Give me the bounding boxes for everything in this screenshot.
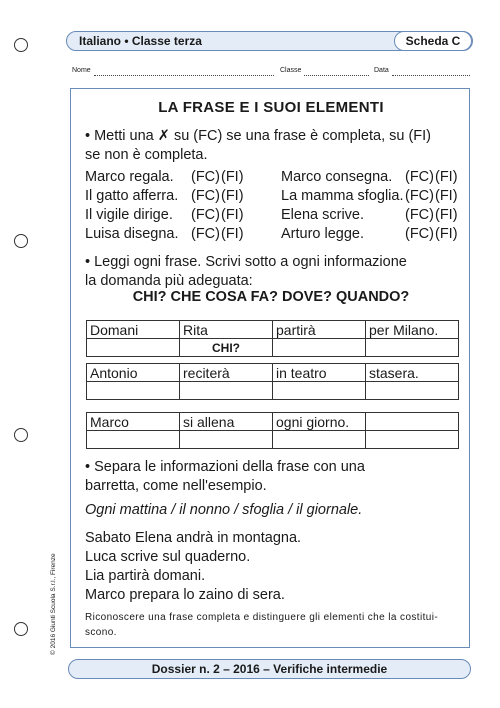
option-fi[interactable]: (FI)	[435, 226, 458, 242]
exercise3-instruction-cont: barretta, come nell'esempio.	[85, 478, 267, 494]
option-fc[interactable]: (FC)	[191, 188, 220, 204]
analysis-table-1	[86, 320, 459, 357]
sentence: La mamma sfoglia.	[281, 188, 404, 204]
sentence: Marco consegna.	[281, 169, 393, 185]
example-sentence: Ogni mattina / il nonno / sfoglia / il giornale.	[85, 502, 363, 518]
binder-hole	[14, 234, 28, 248]
answer-cell[interactable]	[366, 339, 459, 357]
answer-cell[interactable]	[87, 431, 180, 449]
sentence: Sabato Elena andrà in montagna.	[85, 530, 302, 546]
table-word: si allena	[180, 413, 273, 431]
option-fc[interactable]: (FC)	[405, 188, 434, 204]
option-fi[interactable]: (FI)	[221, 207, 244, 223]
answer-cell[interactable]	[273, 339, 366, 357]
sentence: Luisa disegna.	[85, 226, 179, 242]
exercise2-instruction: • Leggi ogni frase. Scrivi sotto a ogni informazione	[85, 254, 407, 270]
table-word: partirà	[273, 321, 366, 339]
option-fc[interactable]: (FC)	[405, 169, 434, 185]
option-fi[interactable]: (FI)	[435, 207, 458, 223]
table-word: Rita	[180, 321, 273, 339]
answer-cell[interactable]	[366, 382, 459, 400]
worksheet-title: LA FRASE E I SUOI ELEMENTI	[158, 99, 384, 116]
table-word: Domani	[87, 321, 180, 339]
table-word: Marco	[87, 413, 180, 431]
option-fc[interactable]: (FC)	[191, 207, 220, 223]
table-word	[366, 413, 459, 431]
option-fc[interactable]: (FC)	[191, 226, 220, 242]
learning-goal: Riconoscere una frase completa e distinguere gli elementi che la costitui-	[85, 612, 439, 623]
answer-cell[interactable]	[87, 339, 180, 357]
copyright-notice: © 2016 Giunti Scuola S.r.l., Firenze	[50, 553, 57, 655]
answer-cell[interactable]	[180, 431, 273, 449]
name-label: Nome	[72, 67, 91, 74]
answer-cell[interactable]	[180, 382, 273, 400]
sentence: Il vigile dirige.	[85, 207, 173, 223]
student-fields	[72, 67, 472, 79]
answer-cell[interactable]: CHI?	[180, 339, 273, 357]
option-fi[interactable]: (FI)	[221, 226, 244, 242]
sentence: Il gatto afferra.	[85, 188, 179, 204]
binder-hole	[14, 38, 28, 52]
class-label: Classe	[280, 67, 302, 74]
subject-label: Italiano • Classe terza	[79, 34, 202, 48]
option-fi[interactable]: (FI)	[435, 188, 458, 204]
analysis-table-3	[86, 412, 459, 449]
table-word: per Milano.	[366, 321, 459, 339]
class-field[interactable]	[304, 75, 369, 76]
option-fc[interactable]: (FC)	[405, 226, 434, 242]
binder-hole	[14, 428, 28, 442]
exercise1-instruction-cont: se non è completa.	[85, 147, 208, 163]
answer-cell[interactable]	[87, 382, 180, 400]
option-fi[interactable]: (FI)	[221, 188, 244, 204]
exercise2-instruction-cont: la domanda più adeguata:	[85, 273, 253, 289]
answer-cell[interactable]	[273, 382, 366, 400]
option-fc[interactable]: (FC)	[191, 169, 220, 185]
binder-hole	[14, 622, 28, 636]
table-word: Antonio	[87, 364, 180, 382]
table-word: in teatro	[273, 364, 366, 382]
table-word: ogni giorno.	[273, 413, 366, 431]
worksheet-frame	[70, 88, 470, 648]
answer-cell[interactable]	[366, 431, 459, 449]
sentence: Elena scrive.	[281, 207, 365, 223]
option-fc[interactable]: (FC)	[405, 207, 434, 223]
table-word: reciterà	[180, 364, 273, 382]
sentence: Lia partirà domani.	[85, 568, 206, 584]
name-field[interactable]	[94, 75, 274, 76]
header-bar	[66, 31, 473, 51]
answer-cell[interactable]	[273, 431, 366, 449]
sentence: Marco regala.	[85, 169, 174, 185]
exercise3-instruction: • Separa le informazioni della frase con una	[85, 459, 365, 475]
date-field[interactable]	[392, 75, 470, 76]
sheet-label: Scheda C	[394, 31, 472, 51]
question-words: CHI? CHE COSA FA? DOVE? QUANDO?	[132, 289, 410, 305]
option-fi[interactable]: (FI)	[435, 169, 458, 185]
sentence: Arturo legge.	[281, 226, 365, 242]
analysis-table-2	[86, 363, 459, 400]
exercise1-instruction: • Metti una ✗ su (FC) se una frase è completa, su (FI)	[85, 128, 432, 144]
table-word: stasera.	[366, 364, 459, 382]
option-fi[interactable]: (FI)	[221, 169, 244, 185]
learning-goal-cont: scono.	[85, 627, 117, 638]
sentence: Marco prepara lo zaino di sera.	[85, 587, 285, 603]
sentence: Luca scrive sul quaderno.	[85, 549, 251, 565]
date-label: Data	[374, 67, 389, 74]
footer-bar: Dossier n. 2 – 2016 – Verifiche intermedie	[68, 659, 471, 679]
